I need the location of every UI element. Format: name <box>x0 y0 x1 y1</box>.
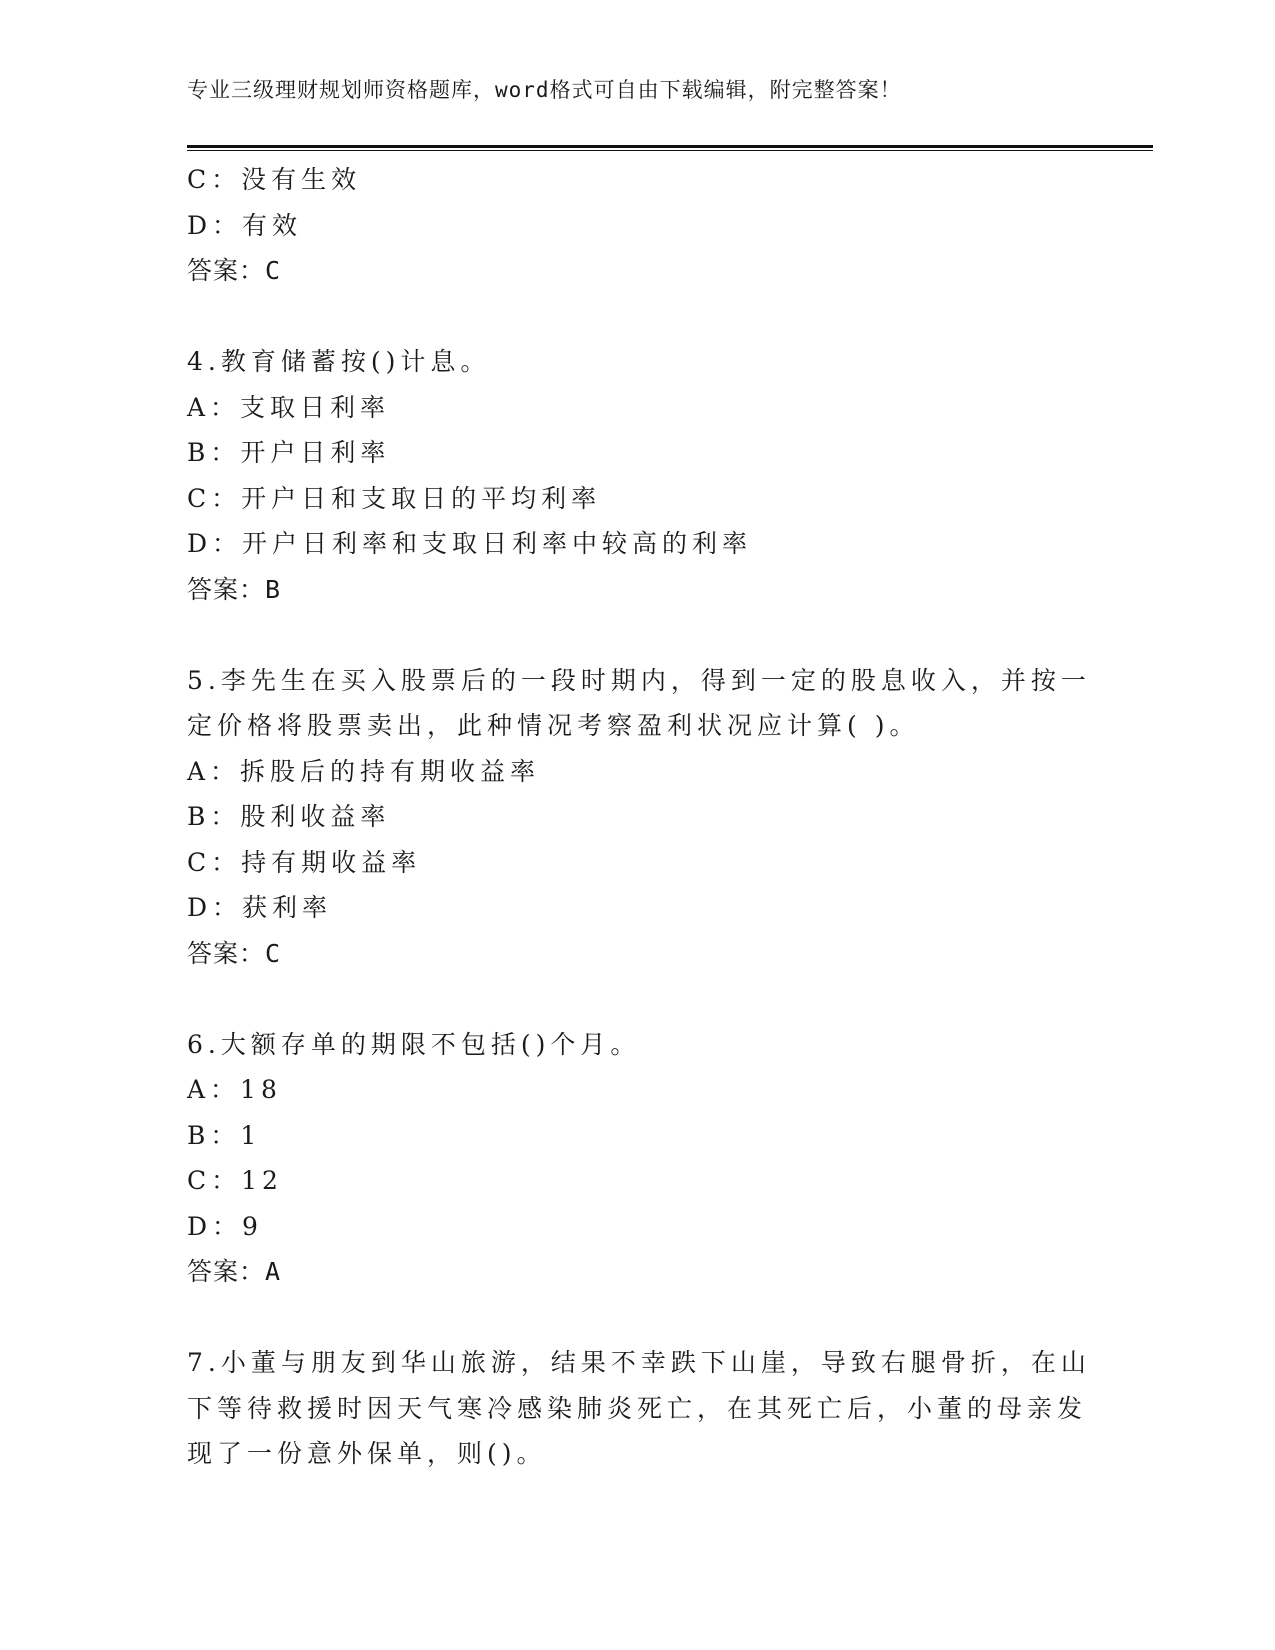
q4-option-c: C：开户日和支取日的平均利率 <box>187 483 602 513</box>
q7-stem-line-1: 7.小董与朋友到华山旅游，结果不幸跌下山崖，导致右腿骨折，在山 <box>187 1348 1091 1377</box>
q7-stem-line-2: 下等待救援时因天气寒冷感染肺炎死亡，在其死亡后，小董的母亲发 <box>187 1393 1088 1423</box>
q6-option-b: B：1 <box>187 1120 262 1150</box>
q4-option-a: A：支取日利率 <box>187 392 391 422</box>
q6-option-d: D：9 <box>187 1211 263 1241</box>
question-list <box>187 157 1091 1477</box>
q4-option-b: B：开户日利率 <box>187 438 391 467</box>
q5-stem-line-1: 5.李先生在买入股票后的一段时期内，得到一定的股息收入，并按一 <box>187 665 1091 695</box>
q5-option-d: D：获利率 <box>187 893 333 922</box>
header-rule-thin <box>187 150 1153 151</box>
q5-answer: 答案：C <box>187 938 282 968</box>
header-rule-thick <box>187 145 1153 148</box>
q6-answer: 答案：A <box>187 1257 282 1286</box>
q5-option-a: A：拆股后的持有期收益率 <box>187 756 541 786</box>
spacer <box>187 612 1087 658</box>
q4-answer: 答案：B <box>187 574 282 604</box>
q4-stem: 4.教育储蓄按()计息。 <box>187 347 491 376</box>
page-header: 专业三级理财规划师资格题库，word格式可自由下载编辑，附完整答案！ <box>187 78 902 102</box>
q3-option-d: D：有效 <box>187 210 303 240</box>
spacer <box>187 976 1087 1022</box>
q3-answer: 答案：C <box>187 256 282 285</box>
q6-option-c: C：12 <box>187 1166 283 1195</box>
q7-stem-line-3: 现了一份意外保单，则()。 <box>187 1439 547 1468</box>
q6-option-a: A：18 <box>187 1075 282 1104</box>
q3-option-c: C：没有生效 <box>187 165 362 194</box>
spacer <box>187 294 1087 340</box>
q5-stem-line-2: 定价格将股票卖出，此种情况考察盈利状况应计算( )。 <box>187 711 920 740</box>
q5-option-b: B：股利收益率 <box>187 802 391 831</box>
q4-option-d: D：开户日利率和支取日利率中较高的利率 <box>187 529 753 558</box>
q5-option-c: C：持有期收益率 <box>187 847 422 877</box>
q6-stem: 6.大额存单的期限不包括()个月。 <box>187 1029 641 1059</box>
spacer <box>187 1295 1087 1341</box>
